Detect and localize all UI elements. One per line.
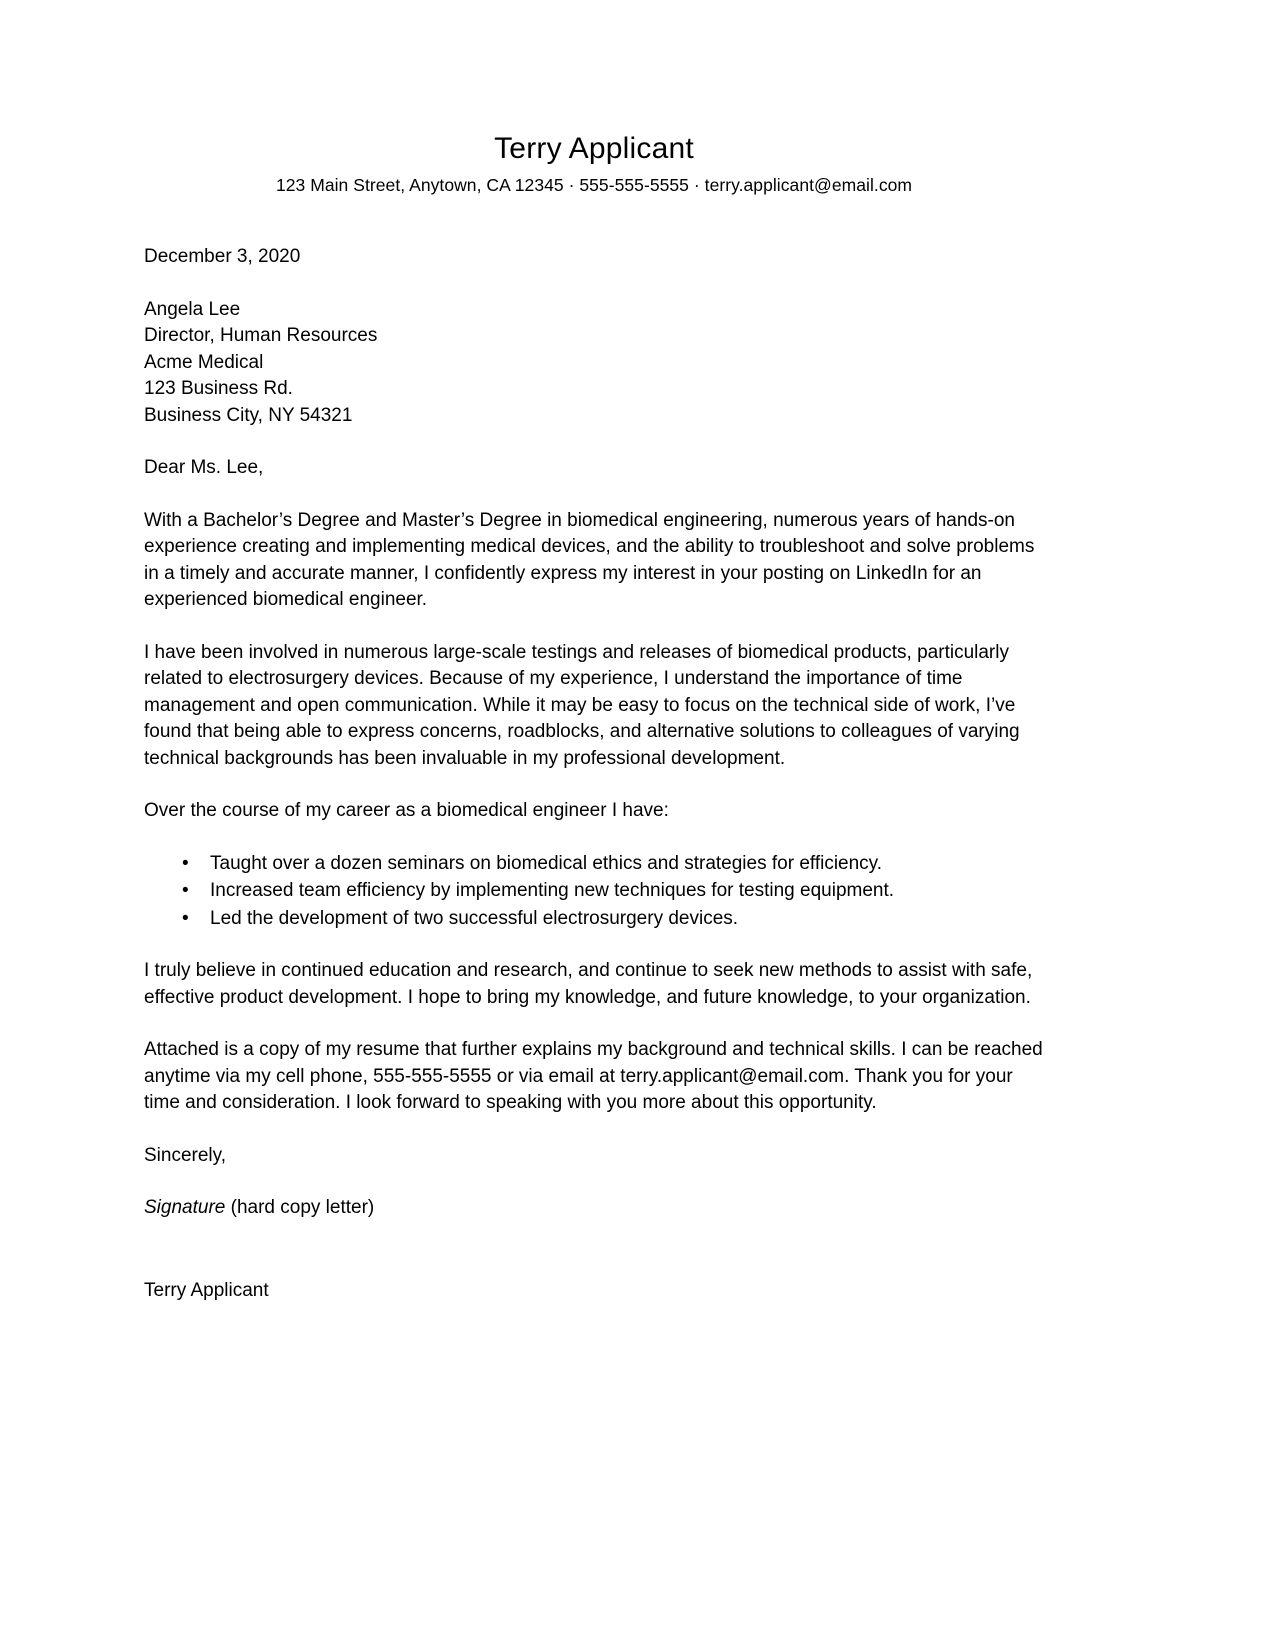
recipient-city-state-zip: Business City, NY 54321 xyxy=(144,404,353,426)
signer-name: Terry Applicant xyxy=(144,1279,269,1301)
recipient-name: Angela Lee xyxy=(144,298,241,320)
bullet-icon: • xyxy=(182,907,189,929)
bullet-icon: • xyxy=(182,852,189,874)
letter-date: December 3, 2020 xyxy=(144,246,301,267)
list-item-text: Led the development of two successful electrosurgery devices. xyxy=(210,907,739,929)
letter-content xyxy=(144,130,1044,1304)
list-item xyxy=(144,851,1044,878)
body-paragraph-3: I truly believe in continued education and research, and continue to seek new methods to assist with safe, effective product development. I hope to bring my knowledge, and future knowledge, to your organization. xyxy=(144,960,1033,1008)
recipient-title: Director, Human Resources xyxy=(144,325,378,346)
body-paragraph-1: With a Bachelor’s Degree and Master’s Degree in biomedical engineering, numerous years of hands-on experience creating and implementing medical devices, and the ability to troubleshoot and solve problems in a timely and accurate manner, I confidently express my interest in your posting on LinkedIn for an experienced biomedical engineer. xyxy=(144,509,1035,610)
contact-line: 123 Main Street, Anytown, CA 12345 · 555-555-5555 · terry.applicant@email.com xyxy=(275,175,913,195)
letter-body xyxy=(144,244,1044,1304)
body-paragraph-2: I have been involved in numerous large-scale testings and releases of biomedical products, particularly related to electrosurgery devices. Because of my experience, I understand the importance of time management and open communication. While it may be easy to focus on the technical side of work, I’ve found that being able to express concerns, roadblocks, and alternative solutions to colleagues of varying technical backgrounds has been invaluable in my professional development. xyxy=(144,641,1020,769)
recipient-street: 123 Business Rd. xyxy=(144,378,293,399)
list-item xyxy=(144,878,1044,905)
body-paragraph-4: Attached is a copy of my resume that further explains my background and technical skills. I can be reached anytime via my cell phone, 555-555-5555 or via email at terry.applicant@email.com. Thank you for your time and consideration. I look forward to speaking with you more about this opportunity. xyxy=(144,1039,1043,1113)
salutation: Dear Ms. Lee, xyxy=(144,457,264,478)
signature-note: (hard copy letter) xyxy=(225,1197,375,1218)
page-title: Terry Applicant xyxy=(494,132,694,165)
bullet-icon: • xyxy=(182,880,189,901)
signature-label: Signature xyxy=(144,1197,226,1218)
list-item-text: Taught over a dozen seminars on biomedical ethics and strategies for efficiency. xyxy=(210,852,883,874)
signature-line xyxy=(144,1195,1044,1222)
achievements-list xyxy=(144,851,1044,933)
list-item xyxy=(144,906,1044,933)
achievements-intro: Over the course of my career as a biomedical engineer I have: xyxy=(144,800,669,821)
letterhead xyxy=(144,130,1044,198)
sign-off: Sincerely, xyxy=(144,1144,227,1166)
recipient-address xyxy=(144,297,1044,430)
list-item-text: Increased team efficiency by implementing new techniques for testing equipment. xyxy=(210,880,895,901)
recipient-company: Acme Medical xyxy=(144,351,264,373)
